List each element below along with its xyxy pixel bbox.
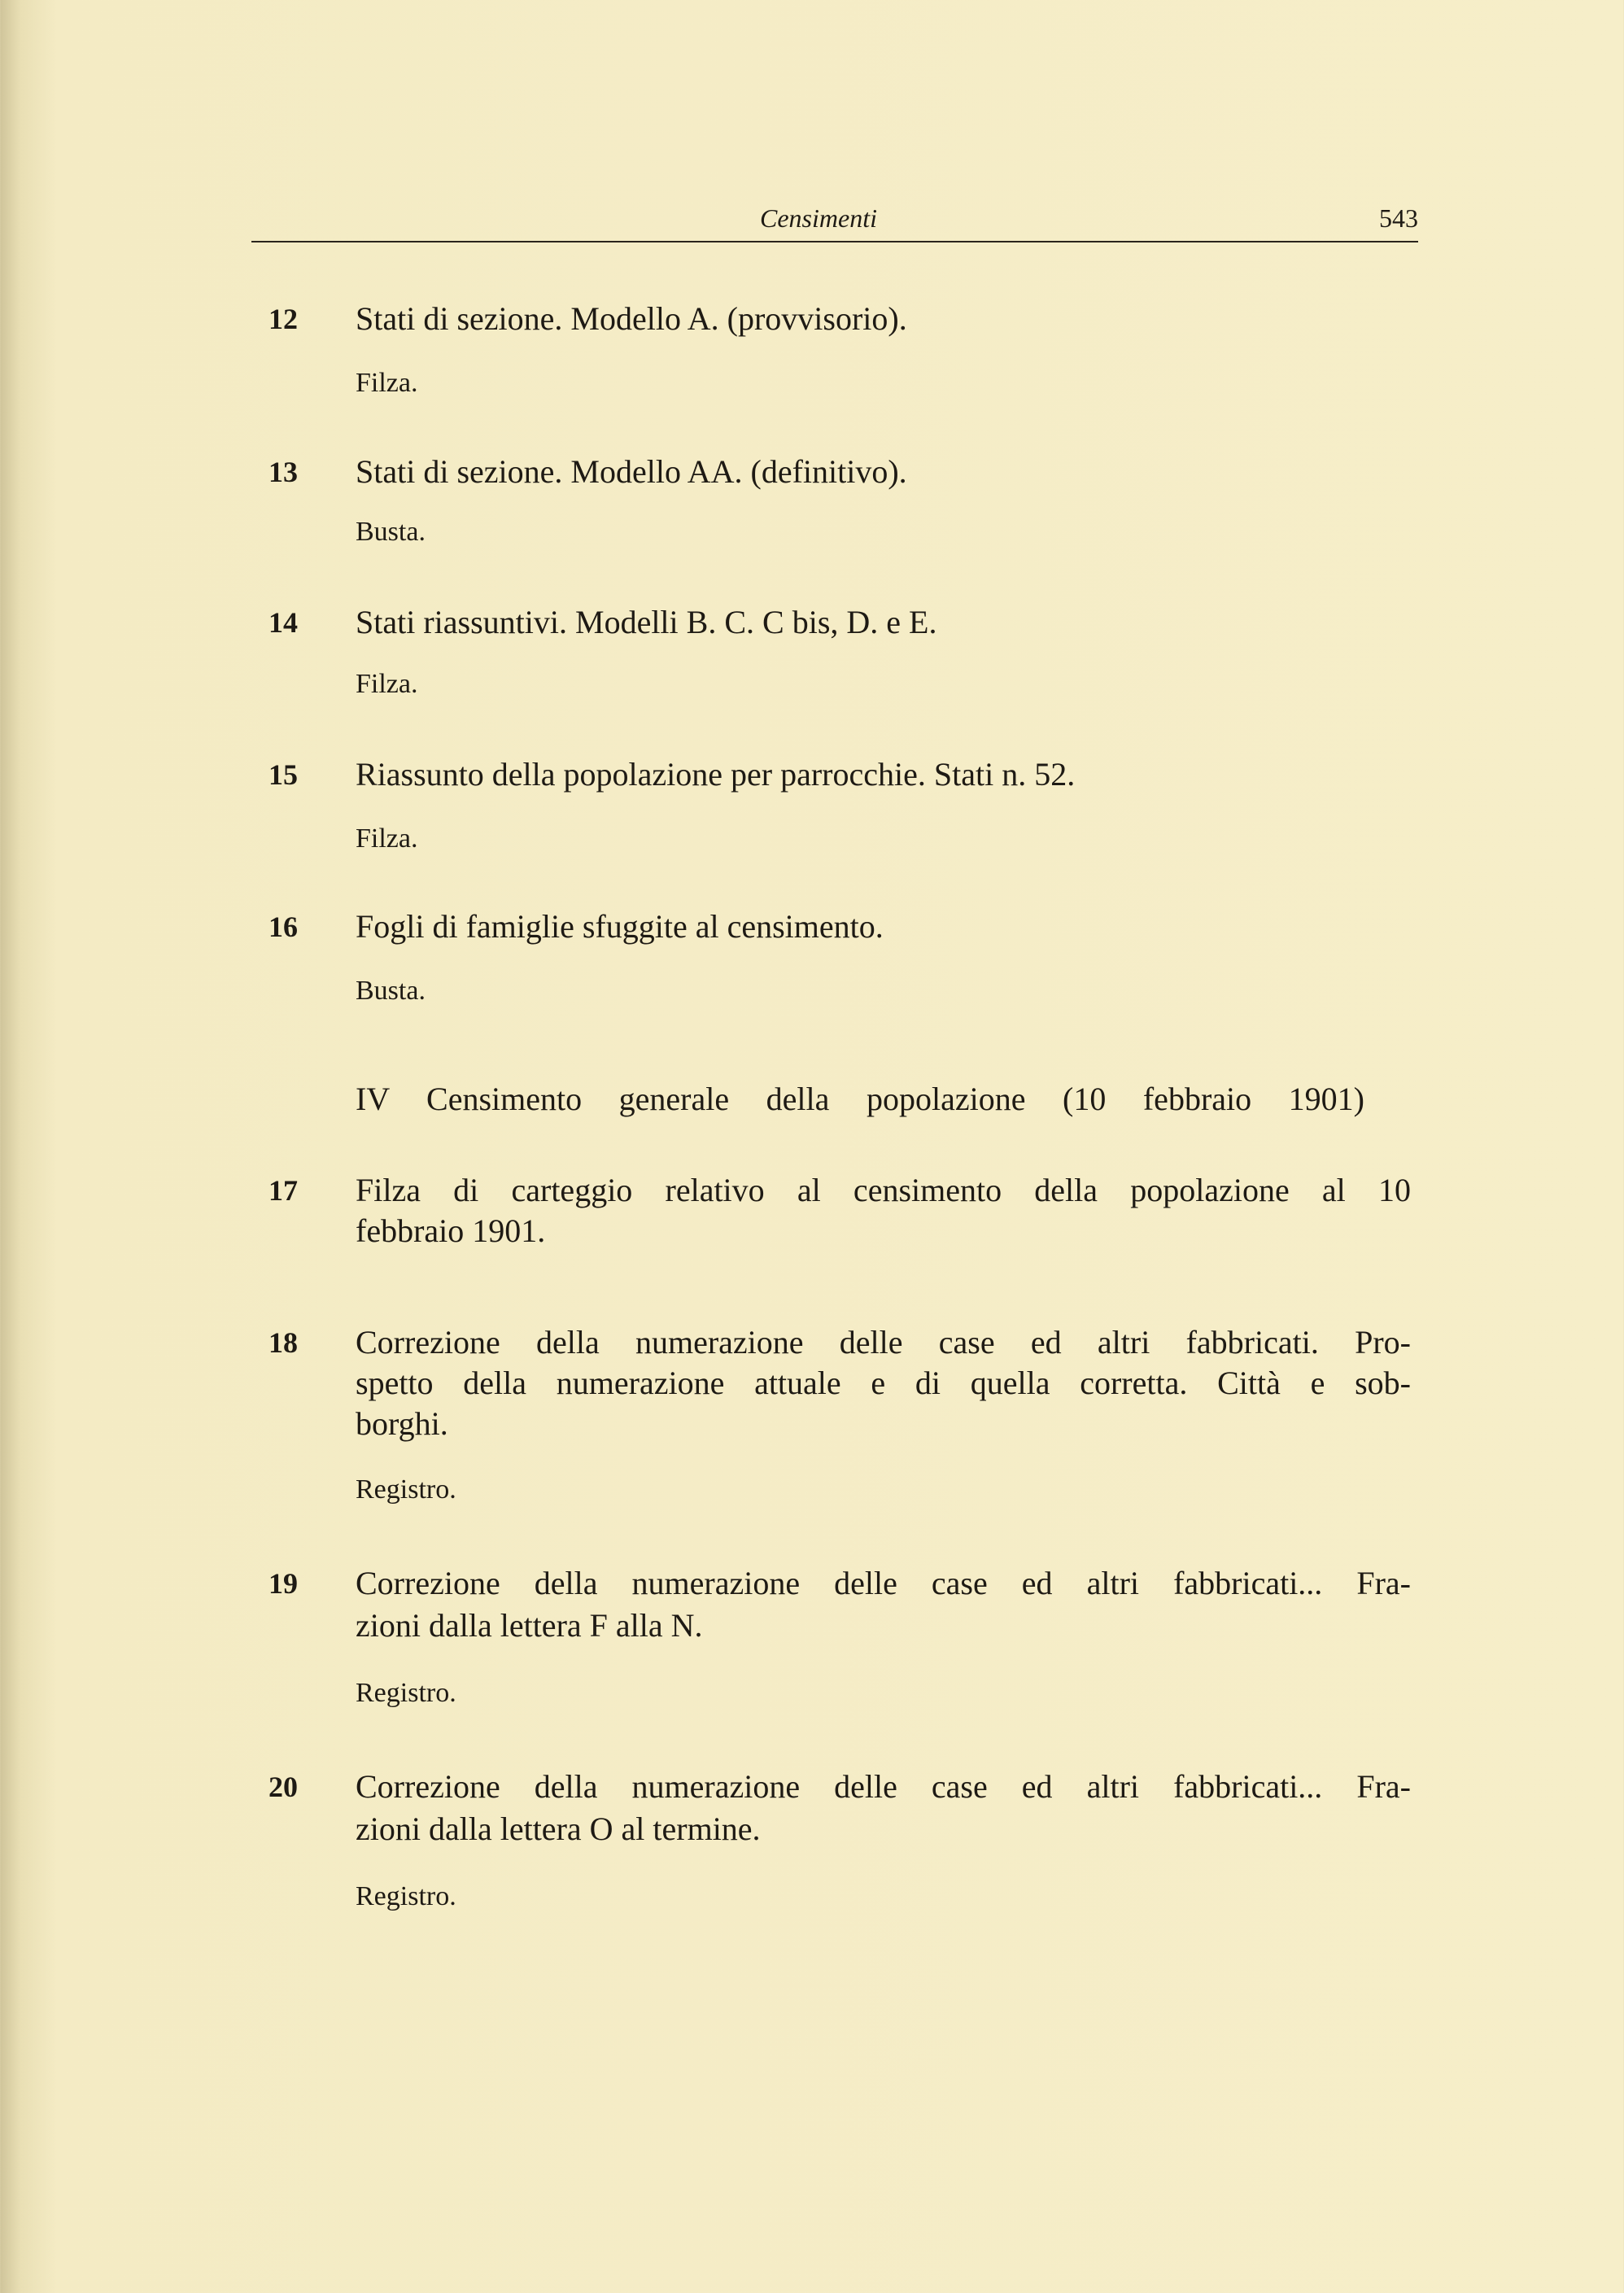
entry-description: Stati di sezione. Modello A. (provvisorio). [356, 300, 907, 337]
entry-description-line: Correzione della numerazione delle case ed altri fabbricati... Fra- [356, 1768, 1411, 1805]
entry-container: Filza. [356, 669, 418, 699]
entry-description-line: spetto della numerazione attuale e di quella corretta. Città e sob- [356, 1365, 1411, 1401]
entry-container: Filza. [356, 823, 418, 854]
entry-number: 18 [268, 1326, 298, 1359]
entry-description: Riassunto della popolazione per parrocchie. Stati n. 52. [356, 756, 1076, 793]
running-title: Censimenti [760, 203, 877, 233]
entry-number: 20 [268, 1771, 298, 1803]
entry-description-line: febbraio 1901. [356, 1212, 546, 1249]
entry-container: Registro. [356, 1678, 456, 1708]
entry-container: Busta. [356, 517, 426, 547]
entry-description-line: zioni dalla lettera O al termine. [356, 1810, 761, 1847]
entry-number: 19 [268, 1567, 298, 1600]
entry-container: Registro. [356, 1474, 456, 1505]
section-heading: IV Censimento generale della popolazione (10 febbraio 1901) [356, 1081, 1364, 1117]
entry-container: Filza. [356, 368, 418, 398]
entry-description-line: Correzione della numerazione delle case ed altri fabbricati. Pro- [356, 1324, 1411, 1361]
entry-description: Fogli di famiglie sfuggite al censimento. [356, 908, 884, 945]
entry-description-line: borghi. [356, 1405, 448, 1442]
entry-container: Registro. [356, 1881, 456, 1911]
entry-number: 12 [268, 303, 298, 335]
entry-description: Stati di sezione. Modello AA. (definitivo). [356, 453, 907, 490]
header-rule [251, 241, 1418, 242]
entry-number: 13 [268, 456, 298, 488]
entry-description: Stati riassuntivi. Modelli B. C. C bis, D. e E. [356, 604, 937, 640]
entry-description-line: zioni dalla lettera F alla N. [356, 1607, 703, 1644]
entry-description-line: Correzione della numerazione delle case ed altri fabbricati... Fra- [356, 1565, 1411, 1601]
entry-number: 14 [268, 606, 298, 639]
entry-number: 15 [268, 758, 298, 791]
entry-container: Busta. [356, 976, 426, 1006]
entry-number: 16 [268, 911, 298, 943]
entry-number: 17 [268, 1174, 298, 1207]
entry-description-line: Filza di carteggio relativo al censimento della popolazione al 10 [356, 1172, 1411, 1208]
page-number: 543 [1379, 203, 1418, 233]
